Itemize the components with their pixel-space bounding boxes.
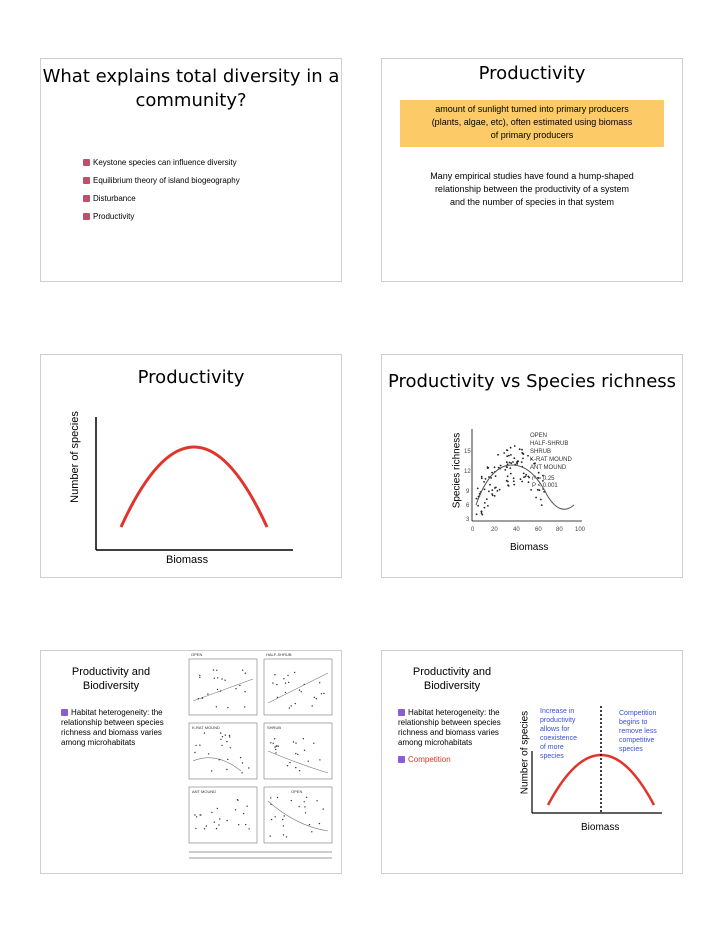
legend-half-shrub: HALF-SHRUB [530, 441, 569, 447]
panel-point [284, 815, 285, 816]
panel-point [304, 806, 305, 807]
scatter-point [506, 466, 508, 468]
panel-point [311, 831, 312, 832]
legend-k-rat: K-RAT MOUND [530, 457, 572, 463]
panel-point [285, 692, 286, 693]
panel-point [194, 814, 195, 815]
definition-box: amount of sunlight turned into primary producers (plants, algae, etc), often estimated using biomass of primary producers [400, 100, 664, 147]
slide-5-bullet: Habitat heterogeneity: the relationship between species richness and biomass varies among microhabitats [61, 708, 164, 747]
panel-point [319, 759, 320, 760]
slide-5 [40, 650, 342, 874]
scatter-point [506, 455, 508, 457]
x-axis-label: Biomass [166, 554, 209, 566]
panel-point [227, 759, 228, 760]
scatter-point [507, 475, 509, 477]
panel-point [213, 669, 214, 670]
scatter-point [540, 499, 542, 501]
panel-point [304, 750, 305, 751]
scatter-point [487, 505, 489, 507]
panel-point [272, 682, 273, 683]
slide-2-title: Productivity [478, 63, 586, 84]
slide-5-title: Productivity and Biodiversity [71, 666, 151, 692]
increase-note: Increase in productivity allows for coexistence of more species [540, 708, 577, 760]
legend-shrub: SHRUB [530, 449, 552, 455]
scatter-point [486, 498, 488, 500]
scatter-point [483, 481, 485, 483]
scatter-point [504, 469, 506, 471]
scatter-point [481, 514, 483, 516]
bullet-keystone: Keystone species can influence diversity [83, 158, 237, 167]
scatter-point [491, 493, 493, 495]
panel-k-rat: K-RAT MOUND [192, 725, 220, 730]
panel-point [289, 762, 290, 763]
scatter-point [510, 473, 512, 475]
ytick: 15 [464, 449, 471, 455]
panel-point [216, 670, 217, 671]
scatter-point [481, 478, 483, 480]
panel-point [316, 800, 317, 801]
scatter-point [484, 507, 486, 509]
panel-point [283, 678, 284, 679]
panel-point [312, 705, 313, 706]
hump-diagram-competition [382, 651, 682, 873]
panel-point [314, 697, 315, 698]
scatter-point [491, 472, 493, 474]
slide-4-title: Productivity vs Species richness [387, 371, 677, 392]
scatter-point [477, 488, 479, 490]
panel-point [211, 770, 212, 771]
scatter-point [488, 491, 490, 493]
panel-point [270, 835, 271, 836]
scatter-point [538, 472, 540, 474]
panel-point [299, 770, 300, 771]
panel-point [235, 688, 236, 689]
panel-point [313, 743, 314, 744]
scatter-point [513, 484, 515, 486]
panel-point [214, 822, 215, 823]
panel-point [319, 682, 320, 683]
panel-point [198, 698, 199, 699]
scatter-point [509, 467, 511, 469]
stat-p: P < 0.001 [532, 483, 558, 489]
scatter-point [528, 481, 530, 483]
scatter-point [484, 502, 486, 504]
panel-point [235, 809, 236, 810]
bullet-square-icon [83, 213, 90, 220]
panel-point [211, 812, 212, 813]
panel-point [295, 703, 296, 704]
scatter-point [481, 511, 483, 513]
panel-point [245, 824, 246, 825]
panel-point [218, 824, 219, 825]
panel-point [275, 816, 276, 817]
scatter-point [517, 460, 519, 462]
scatter-point [506, 461, 508, 463]
panel-point [216, 828, 217, 829]
slide-3 [40, 354, 342, 578]
legend-open: OPEN [530, 433, 548, 439]
panel-point [304, 801, 305, 802]
scatter-point [494, 495, 496, 497]
scatter-point [525, 476, 527, 478]
y-axis-label: Species richness [451, 432, 463, 509]
multi-panel-figure [41, 651, 341, 873]
scatter-point [497, 454, 499, 456]
panel-point [226, 820, 227, 821]
scatter-point [476, 513, 478, 515]
scatter-point [541, 504, 543, 506]
panel-point [270, 742, 271, 743]
panel-point [277, 797, 278, 798]
scatter-point [497, 490, 499, 492]
panel-point [243, 813, 244, 814]
panel-point [199, 745, 200, 746]
panel-point [229, 736, 230, 737]
panel-point [208, 753, 209, 754]
panel-point [245, 673, 246, 674]
panel-point [283, 825, 284, 826]
panel-point [199, 814, 200, 815]
panel-point [244, 706, 245, 707]
scatter-point [489, 484, 491, 486]
panel-point [274, 674, 275, 675]
xtick: 100 [575, 527, 586, 533]
scatter-point [521, 481, 523, 483]
scatter-point [503, 452, 505, 454]
panel-point [285, 682, 286, 683]
panel-point [196, 816, 197, 817]
panel-point [220, 739, 221, 740]
panel-point [274, 746, 275, 747]
xtick: 0 [471, 527, 475, 533]
panel-point [219, 759, 220, 760]
slide-1 [40, 58, 342, 282]
xtick: 40 [513, 527, 520, 533]
panel-point [319, 823, 320, 824]
panel-point [287, 765, 288, 766]
panel-point [270, 797, 271, 798]
bullet-island: Equilibrium theory of island biogeography [83, 176, 240, 185]
panel-point [278, 746, 279, 747]
ytick: 3 [466, 517, 470, 523]
panel-ant: ANT MOUND [192, 789, 217, 794]
hump-diagram [41, 355, 341, 577]
panel-point [199, 677, 200, 678]
panel-point [217, 689, 218, 690]
panel-point [297, 754, 298, 755]
panel-point [282, 819, 283, 820]
panel-point [194, 752, 195, 753]
panel-point [214, 678, 215, 679]
scatter-point [513, 477, 515, 479]
bullet-square-icon [83, 159, 90, 166]
panel-point [226, 741, 227, 742]
hump-text: Many empirical studies have found a hump-shaped relationship between the productivity of a system and the number of species in that system [430, 171, 634, 207]
panel-point [217, 808, 218, 809]
panel-point [301, 691, 302, 692]
scatter-point [527, 455, 529, 457]
panel-point [308, 761, 309, 762]
panel-point [229, 735, 230, 736]
panel-point [323, 808, 324, 809]
scatter-point [522, 458, 524, 460]
panel-point [277, 697, 278, 698]
panel-point [195, 745, 196, 746]
scatter-point [519, 448, 521, 450]
slide-1-title: What explains total diversity in a community? [42, 66, 340, 111]
panel-point [220, 732, 221, 733]
ytick: 9 [466, 489, 470, 495]
scatter-point [508, 455, 510, 457]
scatter-point [523, 473, 525, 475]
panel-point [286, 836, 287, 837]
hump-curve [121, 447, 267, 527]
panel-point [225, 734, 226, 735]
panel-point [204, 732, 205, 733]
y-axis-label: Number of species [69, 411, 81, 503]
panel-point [206, 825, 207, 826]
scatter-point [510, 447, 512, 449]
panel-point [199, 675, 200, 676]
slide-2 [381, 58, 683, 282]
panel-point [276, 684, 277, 685]
scatter-point [484, 489, 486, 491]
panel-point [299, 689, 300, 690]
panel-point [287, 675, 288, 676]
panel-point [224, 680, 225, 681]
panel-point [291, 705, 292, 706]
scatter-point [513, 457, 515, 459]
scatter-point [495, 475, 497, 477]
panel-point [293, 741, 294, 742]
scatter-point [525, 474, 527, 476]
scatter-point [485, 478, 487, 480]
xtick: 60 [535, 527, 542, 533]
panel-point [323, 693, 324, 694]
panel-point [237, 800, 238, 801]
panel-point [294, 672, 295, 673]
scatter-point [476, 498, 478, 500]
bullet-productivity: Productivity [83, 212, 134, 221]
panel-point [271, 819, 272, 820]
panel-point [222, 736, 223, 737]
panel-point [226, 769, 227, 770]
panel-point [275, 749, 276, 750]
bullet-disturbance: Disturbance [83, 194, 136, 203]
panel-point [248, 767, 249, 768]
scatter-point [514, 445, 516, 447]
panel-point [242, 762, 243, 763]
scatter-point [535, 497, 537, 499]
bullet-square-icon [83, 195, 90, 202]
ytick: 12 [464, 469, 471, 475]
panel-point [295, 742, 296, 743]
scatter-point [527, 476, 529, 478]
scatter-point [510, 454, 512, 456]
panel-point [227, 707, 228, 708]
panel-point [289, 707, 290, 708]
scatter-point [523, 453, 525, 455]
scatter-point [494, 466, 496, 468]
panel-point [230, 747, 231, 748]
competition-bullet: Competition [398, 755, 451, 765]
panel-point [291, 800, 292, 801]
panel-open: OPEN [191, 652, 203, 657]
panel-point [220, 690, 221, 691]
panel-point [276, 745, 277, 746]
scatter-point [487, 466, 489, 468]
panel-point [217, 677, 218, 678]
x-axis-label: Biomass [510, 542, 549, 553]
slide-6-bullet: Habitat heterogeneity: the relationship between species richness and biomass varies among microhabitats [398, 708, 501, 747]
ytick: 6 [466, 503, 470, 509]
panel-point [316, 698, 317, 699]
slide-3-title: Productivity [137, 367, 245, 388]
bullet-square-icon [83, 177, 90, 184]
scatter-point [521, 449, 523, 451]
xtick: 20 [491, 527, 498, 533]
panel-point [240, 757, 241, 758]
panel-point [305, 812, 306, 813]
slide-6 [381, 650, 683, 874]
scatter-point [512, 461, 514, 463]
competition-note: Competition begins to remove less competitive species [619, 710, 657, 753]
y-axis-label: Number of species [519, 710, 531, 795]
scatter-point [521, 461, 523, 463]
panel-point [283, 834, 284, 835]
panel-point [221, 678, 222, 679]
xtick: 80 [556, 527, 563, 533]
x-axis-label: Biomass [581, 822, 620, 833]
scatter-point [500, 465, 502, 467]
legend-ant: ANT MOUND [530, 465, 567, 471]
panel-point [244, 691, 245, 692]
panel-open-2: OPEN [291, 789, 303, 794]
panel-point [321, 693, 322, 694]
panel-point [295, 753, 296, 754]
panel-point [246, 806, 247, 807]
panel-point [195, 828, 196, 829]
panel-point [241, 772, 242, 773]
panel-half-shrub: HALF-SHRUB [266, 652, 292, 657]
scatter-point [537, 489, 539, 491]
panel-point [242, 670, 243, 671]
scatter-point [494, 487, 496, 489]
panel-point [309, 824, 310, 825]
panel-point [275, 752, 276, 753]
panel-shrub: SHRUB [267, 725, 282, 730]
scatter-point [481, 476, 483, 478]
panel-point [219, 818, 220, 819]
panel-point [273, 743, 274, 744]
panel-point [304, 684, 305, 685]
panel-point [295, 767, 296, 768]
slide-4 [381, 354, 683, 578]
fit-curve [476, 465, 574, 509]
panel-point [303, 738, 304, 739]
stat-r2: r² = 0.25 [532, 476, 555, 482]
scatter-point [506, 449, 508, 451]
panel-point [306, 797, 307, 798]
slide-6-title: Productivity and Biodiversity [412, 666, 492, 692]
panel-point [216, 706, 217, 707]
scatter-point [509, 462, 511, 464]
panel-point [207, 693, 208, 694]
panel-point [202, 697, 203, 698]
panel-point [248, 828, 249, 829]
panel-point [239, 685, 240, 686]
scatter-point [477, 505, 479, 507]
panel-point [221, 745, 222, 746]
scatter-point [513, 480, 515, 482]
scatter-point [520, 478, 522, 480]
panel-point [288, 682, 289, 683]
panel-point [204, 828, 205, 829]
panel-point [274, 738, 275, 739]
scatter-point [539, 489, 541, 491]
panel-point [238, 824, 239, 825]
scatter-point [516, 463, 518, 465]
scatter-point [510, 462, 512, 464]
panel-point [270, 804, 271, 805]
scatter-point [508, 485, 510, 487]
scatter-point [499, 489, 501, 491]
scatter-point [530, 489, 532, 491]
scatter-point [491, 489, 493, 491]
panel-point [298, 806, 299, 807]
scatter-point [507, 481, 509, 483]
